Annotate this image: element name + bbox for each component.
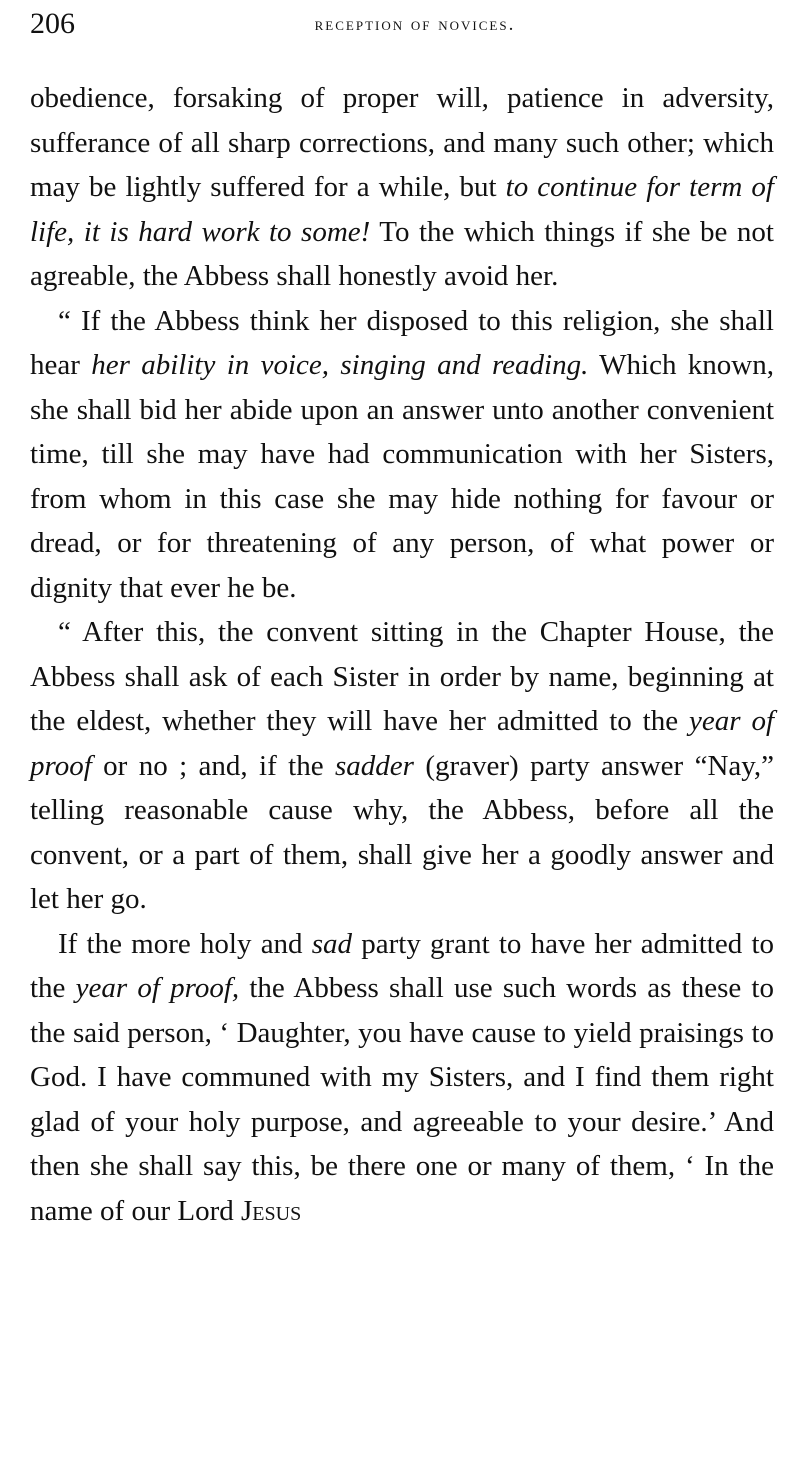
text-run: party grant to have her admitted to the	[30, 927, 774, 1004]
paragraph-2	[30, 299, 774, 611]
italic-run: her ability in voice, singing and reading.	[91, 349, 589, 381]
paragraph-1	[30, 76, 774, 299]
paragraph-4	[30, 922, 774, 1234]
text-run: (graver) party answer “Nay,” telling reasonable cause why, the Abbess, before all the convent, or a part of them, shall give her a goodly answer and let her go.	[30, 749, 774, 915]
text-run: “ If the Abbess think her disposed to this religion, she shall hear	[30, 304, 774, 381]
italic-run: year of proof,	[75, 972, 240, 1004]
text-run: Which known, she shall bid her abide upon an answer unto another convenient time, till she may have had communication with her Sisters, from whom in this case she may hide nothing for favour or dread, or for threatening of any person, of what power or dignity that ever he be.	[30, 349, 774, 604]
small-caps-run: Jesus	[241, 1194, 302, 1227]
text-run: or no ; and, if the	[91, 749, 335, 782]
page-number: 206	[30, 7, 75, 40]
paragraph-3	[30, 610, 774, 922]
italic-run: year of proof	[30, 705, 775, 782]
italic-run: sadder	[334, 749, 414, 782]
text-run: If the more holy and	[58, 927, 312, 960]
text-run: obedience, forsaking of proper will, patience in adversity, sufferance of all sharp corrections, and many such other; which may be lightly suffered for a while, but	[30, 82, 774, 203]
text-run: To the which things if she be not agreable, the Abbess shall honestly avoid her.	[30, 215, 774, 292]
italic-run: sad	[311, 927, 353, 960]
body-text	[30, 76, 774, 1233]
running-head: reception of novices.	[314, 14, 516, 35]
italic-run: to continue for term of life, it is hard work to some!	[30, 171, 774, 248]
text-run: the Abbess shall use such words as these to the said person, ‘ Daughter, you have cause to yield praisings to God. I have communed with my Sisters, and I find them right glad of your holy purpose, and agreeable to your desire.’ And then she shall say this, be there one or many of them, ‘ In the name of our Lord	[30, 972, 774, 1227]
text-run: “ After this, the convent sitting in the Chapter House, the Abbess shall ask of each Sister in order by name, beginning at the eldest, whether they will have her admitted to the	[30, 616, 774, 737]
page-header	[30, 6, 770, 46]
